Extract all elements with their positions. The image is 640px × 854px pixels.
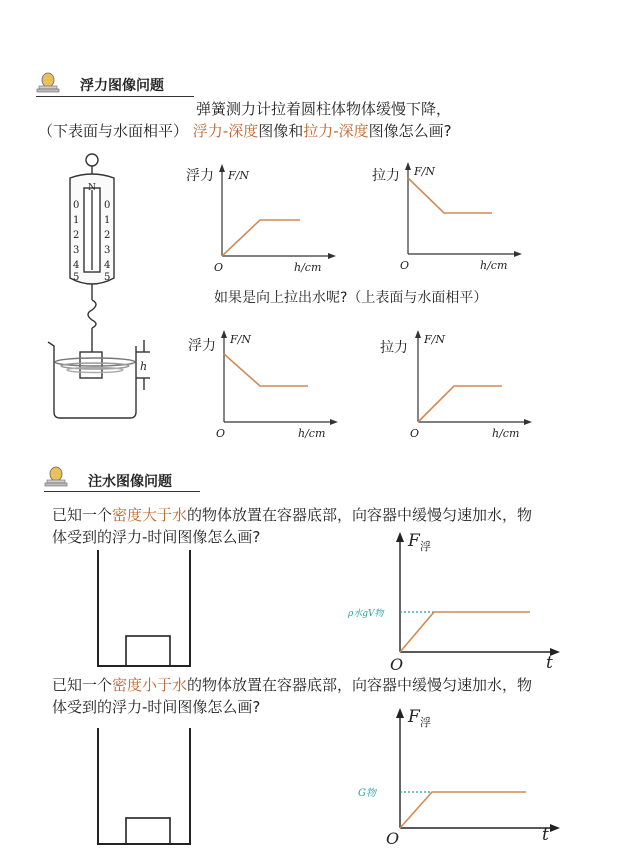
graph-e-xlabel: t (546, 653, 553, 673)
scale-tick-l1: 1 (73, 215, 80, 226)
graph-e-origin: O (390, 655, 404, 674)
section2-q1-line2: 体受到的浮力-时间图像怎么画? (52, 528, 261, 546)
graph-a-xlabel: h/cm (294, 261, 322, 274)
q2-post: 的物体放置在容器底部，向容器中缓慢匀速加水，物 (187, 676, 533, 694)
q2-pre: 已知一个 (52, 676, 113, 694)
graph-d-xlabel: h/cm (492, 427, 520, 440)
section1-question-line2 (38, 120, 452, 142)
graph-f-origin: O (386, 829, 400, 848)
graph-c-ylabel: F/N (230, 333, 251, 346)
graph-e-level-label: ρ水gV物 (348, 609, 384, 619)
graph-d-curve (418, 386, 502, 422)
graph-c-origin: O (216, 427, 226, 440)
spring-scale-diagram (40, 150, 170, 425)
graph-c-curve (224, 354, 308, 386)
graph-a-name: 浮力 (186, 168, 214, 184)
graph-a-ylabel: F/N (228, 169, 249, 182)
graph-a-origin: O (214, 261, 224, 274)
section1-underline (36, 96, 194, 97)
section2-icon (44, 466, 68, 488)
scale-tick-r0: 0 (104, 200, 111, 211)
container-diagram-1 (92, 548, 196, 670)
q1-pre: 已知一个 (52, 506, 113, 524)
section2-underline (44, 491, 200, 492)
graph-f-xlabel: t (542, 825, 549, 845)
scale-tick-l4: 4 (73, 260, 80, 271)
graph-a (210, 160, 340, 275)
graph-d (406, 326, 536, 441)
graph-b-ylabel: F/N (414, 165, 435, 178)
scale-tick-r2: 2 (104, 230, 111, 241)
scale-tick-l2: 2 (73, 230, 80, 241)
graph-c-name: 浮力 (188, 338, 216, 354)
scale-tick-l3: 3 (73, 245, 80, 256)
scale-tick-r4: 4 (104, 260, 111, 271)
q1-highlight: 密度大于水 (112, 506, 188, 524)
graph-b-name: 拉力 (372, 168, 400, 184)
graph-f (340, 700, 570, 850)
graph-d-name: 拉力 (380, 340, 408, 356)
q2-highlight: 密度小于水 (112, 676, 188, 694)
section2-q2-line2: 体受到的浮力-时间图像怎么画? (52, 698, 261, 716)
section1-sub-question: 如果是向上拉出水呢?（上表面与水面相平） (214, 290, 488, 306)
section1-icon (36, 72, 60, 94)
question-note: （下表面与水面相平） (38, 122, 189, 140)
graph-d-ylabel: F/N (424, 333, 445, 346)
graph-c (212, 326, 342, 441)
graph-b-curve (408, 178, 492, 213)
graph-b (396, 158, 526, 273)
graph-f-level-label: G物 (358, 788, 376, 799)
q1-post: 的物体放置在容器底部，向容器中缓慢匀速加水，物 (187, 506, 533, 524)
question-hl2: 拉力-深度 (303, 122, 369, 140)
section1-question-line1: 弹簧测力计拉着圆柱体物体缓慢下降， (196, 100, 452, 118)
section2-q1-line1 (52, 504, 532, 526)
container-diagram-2 (92, 726, 196, 848)
graph-c-xlabel: h/cm (298, 427, 326, 440)
scale-tick-l0: 0 (73, 200, 80, 211)
graph-e (340, 524, 570, 674)
graph-f-curve (400, 792, 526, 828)
scale-tick-r3: 3 (104, 245, 111, 256)
question-end: 图像怎么画? (368, 122, 452, 140)
graph-f-ylabel: F (408, 707, 420, 727)
section2-title: 注水图像问题 (88, 474, 172, 490)
graph-e-curve (400, 612, 530, 652)
graph-a-curve (222, 220, 300, 256)
section2-q2-line1 (52, 674, 532, 696)
scale-tick-r5: 5 (104, 272, 111, 283)
graph-d-origin: O (410, 427, 420, 440)
section1-title: 浮力图像问题 (80, 78, 164, 94)
scale-tick-r1: 1 (104, 215, 111, 226)
graph-b-xlabel: h/cm (480, 259, 508, 272)
graph-f-ysub: 浮 (420, 716, 431, 729)
scale-letter: N (88, 183, 96, 193)
scale-tick-l5: 5 (73, 272, 80, 283)
question-mid: 图像和 (258, 122, 304, 140)
graph-e-ylabel: F (408, 531, 420, 551)
graph-e-ysub: 浮 (420, 540, 431, 553)
beaker-h-label: h (140, 360, 148, 373)
question-hl1: 浮力-深度 (192, 122, 259, 140)
graph-b-origin: O (400, 259, 410, 272)
